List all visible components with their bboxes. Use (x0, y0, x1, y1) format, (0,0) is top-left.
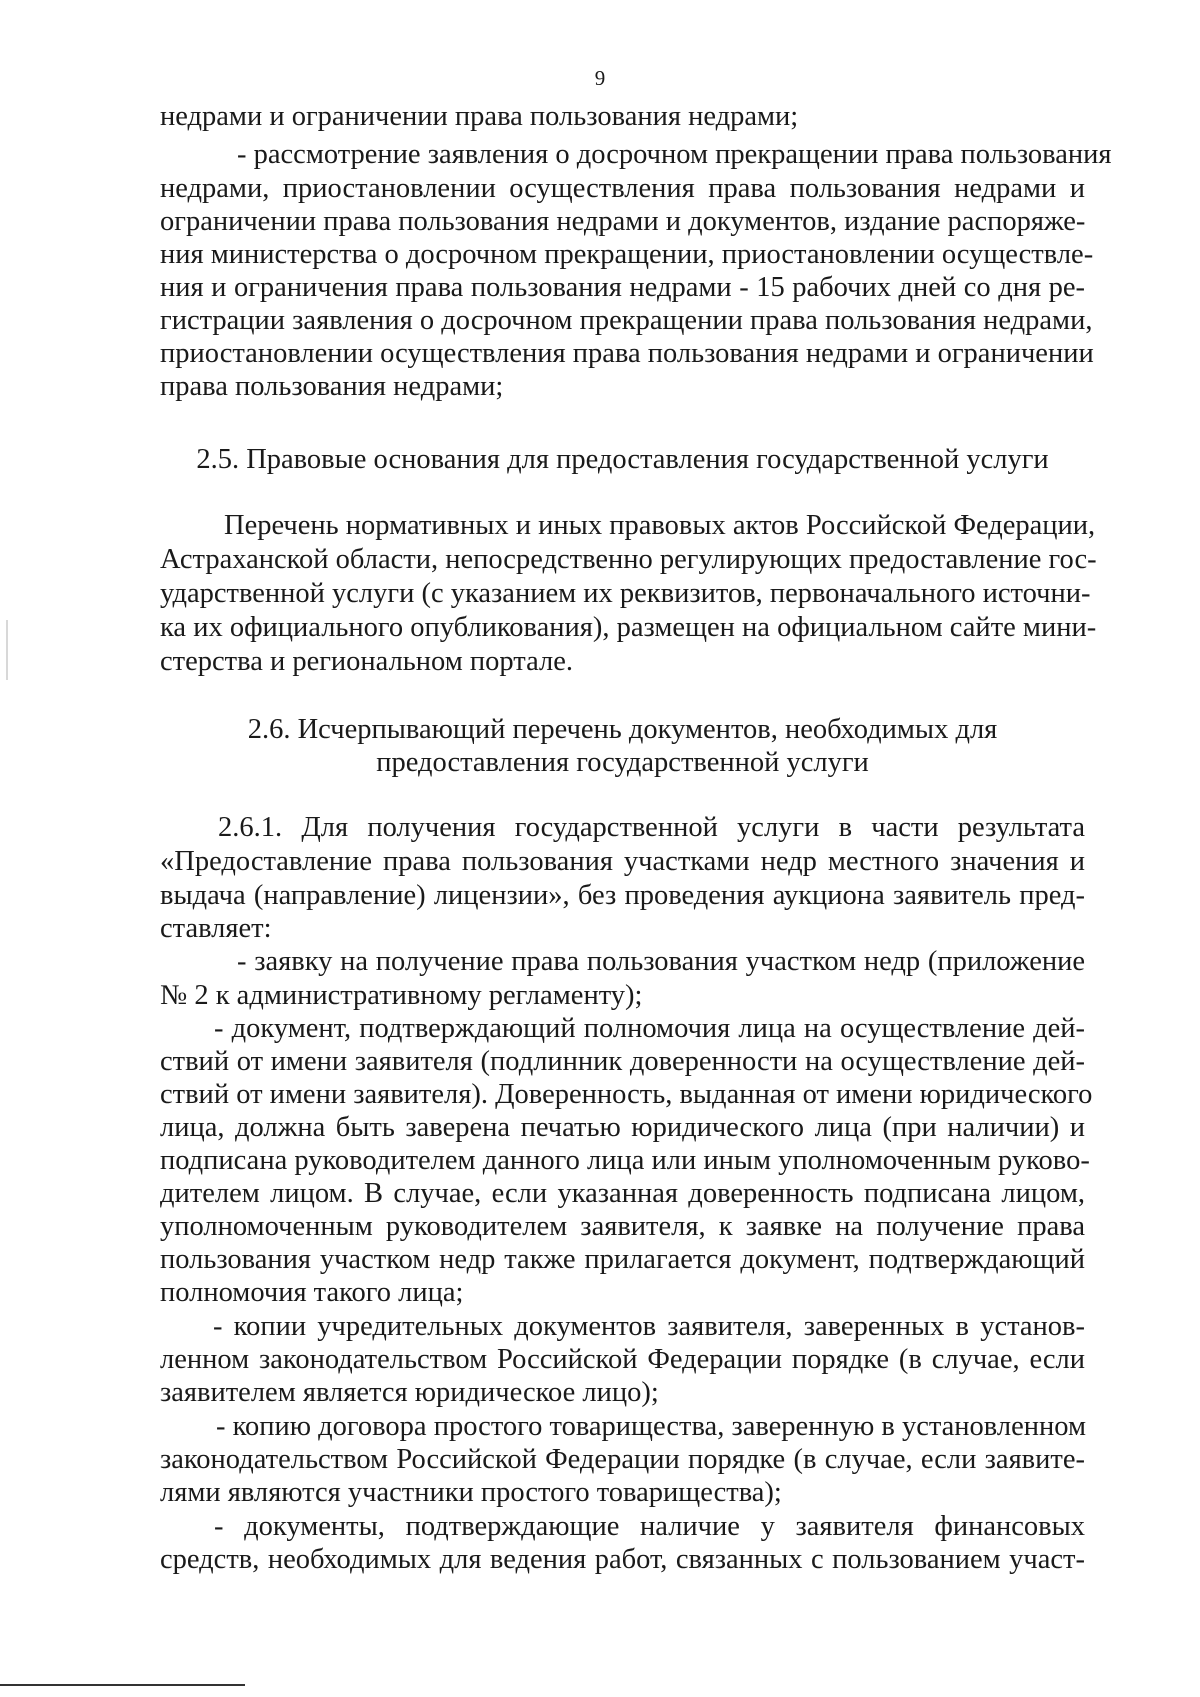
text-line: лями являются участники простого товарищества); (160, 1477, 782, 1508)
section-heading-2-6-cont: предоставления государственной услуги (376, 747, 869, 778)
section-heading-2-5: 2.5. Правовые основания для предоставления государственной услуги (196, 444, 1049, 475)
scan-edge-mark (6, 620, 8, 680)
text-line: выдача (направление) лицензии», без проведения аукциона заявитель пред- (160, 880, 1085, 911)
text-line: дителем лицом. В случае, если указанная доверенность подписана лицом, (160, 1178, 1085, 1209)
section-heading-2-6: 2.6. Исчерпывающий перечень документов, необходимых для (247, 714, 998, 745)
text-line: Перечень нормативных и иных правовых актов Российской Федерации, (224, 510, 1096, 541)
text-line: пользования участком недр также прилагается документ, подтверждающий (160, 1244, 1085, 1275)
text-line: законодательством Российской Федерации порядке (в случае, если заявите- (160, 1444, 1085, 1475)
text-line: полномочия такого лица; (160, 1277, 464, 1308)
text-line: ограничении права пользования недрами и документов, издание распоряже- (160, 206, 1086, 237)
text-line: ствий от имени заявителя). Доверенность, выданная от имени юридического (160, 1079, 1093, 1110)
text-line: недрами, приостановлении осуществления права пользования недрами и (160, 173, 1085, 204)
footer-rule (0, 1684, 245, 1686)
text-line: средств, необходимых для ведения работ, связанных с пользованием участ- (160, 1544, 1085, 1575)
text-line: гистрации заявления о досрочном прекращении права пользования недрами, (160, 305, 1093, 336)
text-line: уполномоченным руководителем заявителя, к заявке на получение права (160, 1211, 1085, 1242)
text-line: «Предоставление права пользования участками недр местного значения и (160, 846, 1085, 877)
text-line: 2.6.1. Для получения государственной услуги в части результата (218, 812, 1085, 843)
text-line: - рассмотрение заявления о досрочном прекращении права пользования (237, 139, 1112, 170)
text-line: приостановлении осуществления права пользования недрами и ограничении (160, 338, 1094, 369)
text-line: лица, должна быть заверена печатью юридического лица (при наличии) и (160, 1112, 1085, 1143)
page-number: 9 (594, 66, 606, 90)
text-line: ставляет: (160, 913, 272, 944)
text-line: ния и ограничения права пользования недрами - 15 рабочих дней со дня ре- (160, 272, 1085, 303)
text-line: ударственной услуги (с указанием их реквизитов, первоначального источни- (160, 578, 1091, 609)
text-line: ленном законодательством Российской Федерации порядке (в случае, если (160, 1344, 1085, 1375)
text-line: - документ, подтверждающий полномочия лица на осуществление дей- (214, 1013, 1085, 1044)
text-line: - заявку на получение права пользования участком недр (приложение (237, 946, 1085, 977)
text-line: - документы, подтверждающие наличие у заявителя финансовых (214, 1511, 1085, 1542)
text-line: ка их официального опубликования), размещен на официальном сайте мини- (160, 612, 1097, 643)
text-line: стерства и региональном портале. (160, 646, 573, 677)
text-line: подписана руководителем данного лица или иным уполномоченным руково- (160, 1145, 1090, 1176)
text-line: заявителем является юридическое лицо); (160, 1377, 659, 1408)
text-line: ния министерства о досрочном прекращении, приостановлении осуществле- (160, 239, 1094, 270)
text-line: ствий от имени заявителя (подлинник доверенности на осуществление дей- (160, 1046, 1085, 1077)
text-line: недрами и ограничении права пользования недрами; (160, 101, 799, 132)
text-line: № 2 к административному регламенту); (160, 980, 643, 1011)
text-line: - копии учредительных документов заявителя, заверенных в установ- (213, 1311, 1085, 1342)
text-line: права пользования недрами; (160, 371, 504, 402)
text-line: Астраханской области, непосредственно регулирующих предоставление гос- (160, 544, 1097, 575)
text-line: - копию договора простого товарищества, заверенную в установленном (216, 1411, 1087, 1442)
